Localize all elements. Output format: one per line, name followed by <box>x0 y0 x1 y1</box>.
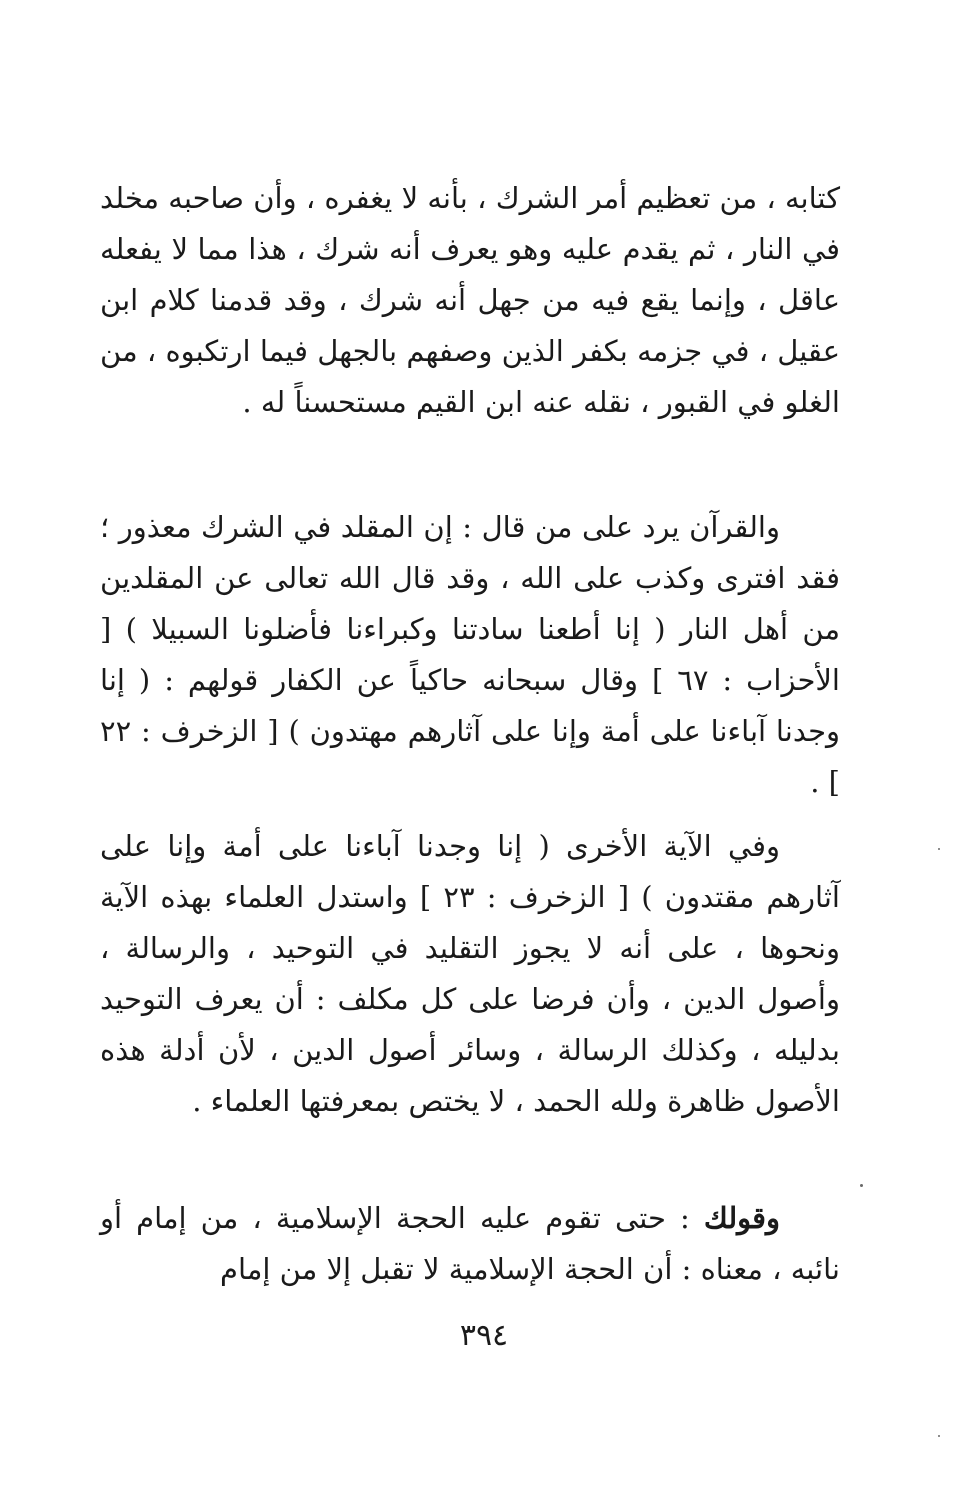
paragraph-3 <box>100 821 840 1127</box>
scan-speck <box>938 848 940 850</box>
paragraph-4 <box>100 1193 840 1295</box>
paragraph-4-text <box>100 1193 840 1295</box>
paragraph-2-text: والقرآن يرد على من قال : إن المقلد في الشرك معذور ؛ فقد افترى وكذب على الله ، وقد قال الله تعالى عن المقلدين من أهل النار ( إنا أطعنا سادتنا وكبراءنا فأضلونا السبيلا ) [ الأحزاب : ٦٧ ] وقال سبحانه حاكياً عن الكفار قولهم : ( إنا وجدنا آباءنا على أمة وإنا على آثارهم مهتدون ) [ الزخرف : ٢٢ ] . <box>100 510 840 799</box>
scan-speck <box>860 1184 863 1187</box>
scan-speck <box>938 1435 940 1437</box>
paragraph-4-body: : حتى تقوم عليه الحجة الإسلامية ، من إمام أو نائبه ، معناه : أن الحجة الإسلامية لا تقبل إلا من إمام <box>100 1201 840 1286</box>
paragraph-3-text: وفي الآية الأخرى ( إنا وجدنا آباءنا على أمة وإنا على آثارهم مقتدون ) [ الزخرف : ٢٣ ] واستدل العلماء بهذه الآية ونحوها ، على أنه لا يجوز التقليد في التوحيد ، والرسالة ، وأصول الدين ، وأن فرضا على كل مكلف : أن يعرف التوحيد بدليله ، وكذلك الرسالة ، وسائر أصول الدين ، لأن أدلة هذه الأصول ظاهرة ولله الحمد ، لا يختص بمعرفتها العلماء . <box>100 829 840 1118</box>
paragraph-2 <box>100 502 840 808</box>
page-number: ٣٩٤ <box>459 1318 509 1353</box>
paragraph-1-text: كتابه ، من تعظيم أمر الشرك ، بأنه لا يغفره ، وأن صاحبه مخلد في النار ، ثم يقدم عليه وهو يعرف أنه شرك ، هذا مما لا يفعله عاقل ، وإنما يقع فيه من جهل أنه شرك ، وقد قدمنا كلام ابن عقيل ، في جزمه بكفر الذين وصفهم بالجهل فيما ارتكبوه ، من الغلو في القبور ، نقله عنه ابن القيم مستحسناً له . <box>100 181 840 419</box>
paragraph-1 <box>100 173 840 428</box>
paragraph-4-lead-word: وقولك <box>703 1201 780 1235</box>
